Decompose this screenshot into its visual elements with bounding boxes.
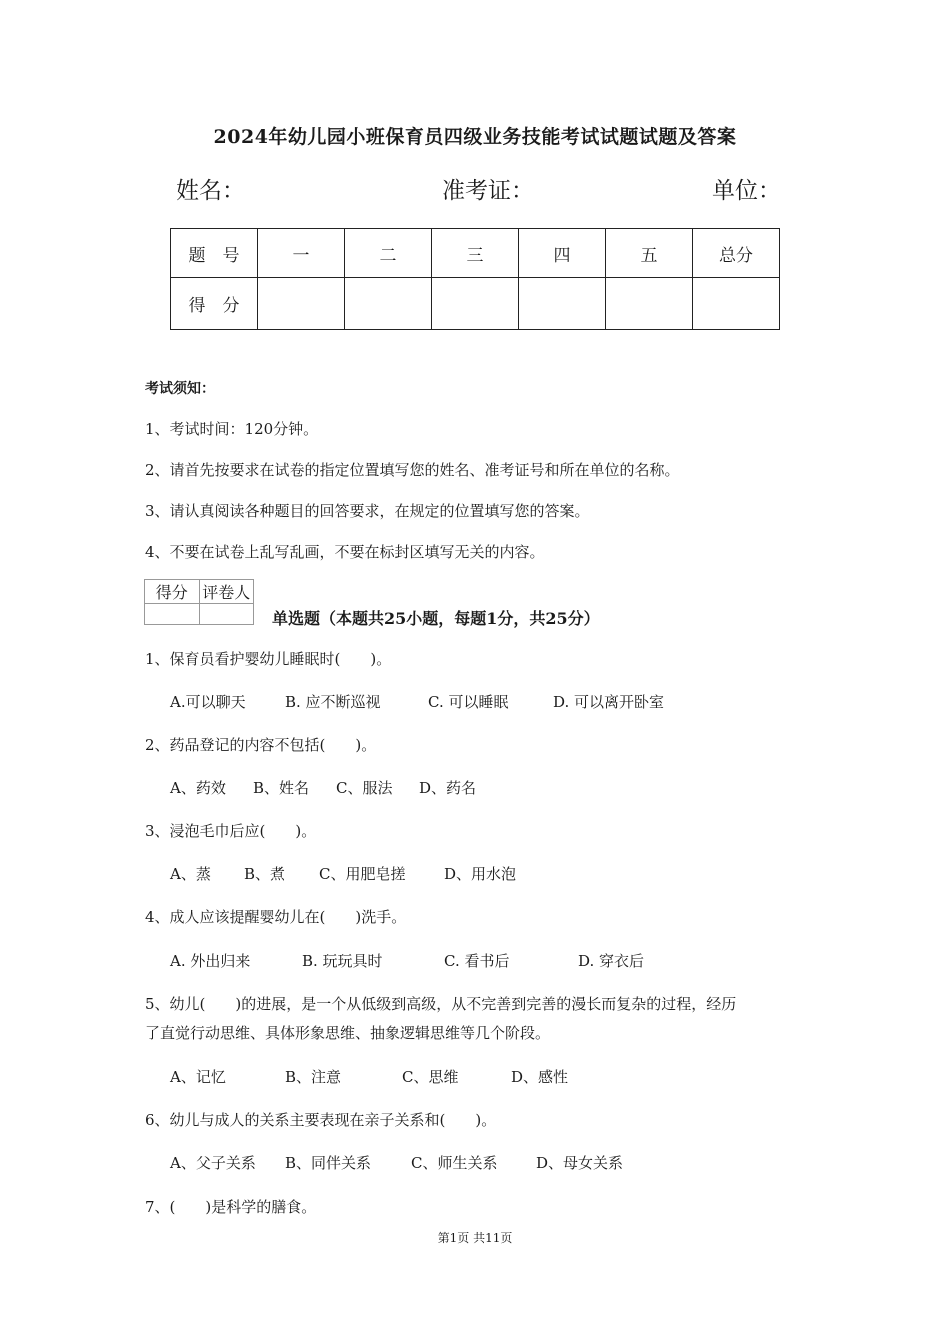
question-stem: 6、幼儿与成人的关系主要表现在亲子关系和( )。 <box>145 1111 497 1129</box>
score-table-cell: 总分 <box>693 229 780 278</box>
score-entry-cell[interactable] <box>345 278 432 330</box>
score-table-cell: 得 分 <box>171 278 258 330</box>
option-d[interactable]: D. 可以离开卧室 <box>553 693 665 711</box>
option-b[interactable]: B、注意 <box>285 1068 342 1086</box>
question-stem: 1、保育员看护婴幼儿睡眠时( )。 <box>145 650 392 668</box>
score-entry-cell[interactable] <box>519 278 606 330</box>
option-a[interactable]: A. 外出归来 <box>170 952 251 970</box>
option-c[interactable]: C、服法 <box>336 779 393 797</box>
option-d[interactable]: D、母女关系 <box>536 1154 624 1172</box>
score-table-header-row <box>171 229 780 278</box>
score-table <box>170 228 780 330</box>
name-field-label: 姓名： <box>176 178 245 204</box>
question-stem-continued: 了直觉行动思维、具体形象思维、抽象逻辑思维等几个阶段。 <box>145 1024 551 1042</box>
option-d[interactable]: D、药名 <box>419 779 477 797</box>
option-b[interactable]: B、煮 <box>244 865 286 883</box>
question-stem: 7、( )是科学的膳食。 <box>145 1198 317 1216</box>
option-c[interactable]: C、思维 <box>402 1068 459 1086</box>
notice-item: 4、不要在试卷上乱写乱画，不要在标封区填写无关的内容。 <box>145 543 545 561</box>
score-entry-cell[interactable] <box>432 278 519 330</box>
score-table-score-row <box>171 278 780 330</box>
section-title: 单选题（本题共25小题，每题1分，共25分） <box>272 609 600 628</box>
question-stem: 3、浸泡毛巾后应( )。 <box>145 822 317 840</box>
notice-item: 3、请认真阅读各种题目的回答要求，在规定的位置填写您的答案。 <box>145 502 590 520</box>
score-entry-cell[interactable] <box>606 278 693 330</box>
option-a[interactable]: A、父子关系 <box>170 1154 256 1172</box>
notice-item: 1、考试时间：120分钟。 <box>145 420 319 438</box>
grader-box <box>144 579 254 625</box>
notice-heading: 考试须知： <box>145 381 215 397</box>
exam-id-field-label: 准考证： <box>442 178 534 204</box>
option-d[interactable]: D、感性 <box>511 1068 569 1086</box>
option-b[interactable]: B、同伴关系 <box>285 1154 372 1172</box>
page-footer: 第1页 共11页 <box>437 1231 513 1245</box>
question-stem: 5、幼儿( )的进展，是一个从低级到高级，从不完善到完善的漫长而复杂的过程，经历 <box>145 995 737 1013</box>
question-stem: 2、药品登记的内容不包括( )。 <box>145 736 377 754</box>
option-b[interactable]: B. 应不断巡视 <box>285 693 381 711</box>
option-d[interactable]: D. 穿衣后 <box>578 952 645 970</box>
score-table-cell: 五 <box>606 229 693 278</box>
option-a[interactable]: A、记忆 <box>170 1068 226 1086</box>
option-b[interactable]: B. 玩玩具时 <box>302 952 383 970</box>
option-a[interactable]: A、药效 <box>170 779 226 797</box>
option-c[interactable]: C. 可以睡眠 <box>428 693 509 711</box>
grader-name-label: 评卷人 <box>199 580 254 604</box>
question-stem: 4、成人应该提醒婴幼儿在( )洗手。 <box>145 908 407 926</box>
grader-score-label: 得分 <box>145 580 200 604</box>
grader-score-entry[interactable] <box>145 604 200 625</box>
score-table-cell: 三 <box>432 229 519 278</box>
option-b[interactable]: B、姓名 <box>253 779 310 797</box>
score-table-cell: 四 <box>519 229 606 278</box>
unit-field-label: 单位： <box>712 178 781 204</box>
page-title: 2024年幼儿园小班保育员四级业务技能考试试题试题及答案 <box>213 126 737 148</box>
score-table-cell: 一 <box>258 229 345 278</box>
option-c[interactable]: C. 看书后 <box>444 952 510 970</box>
score-entry-cell[interactable] <box>693 278 780 330</box>
score-entry-cell[interactable] <box>258 278 345 330</box>
grader-name-entry[interactable] <box>199 604 254 625</box>
option-c[interactable]: C、用肥皂搓 <box>319 865 406 883</box>
option-c[interactable]: C、师生关系 <box>411 1154 498 1172</box>
notice-item: 2、请首先按要求在试卷的指定位置填写您的姓名、准考证号和所在单位的名称。 <box>145 461 680 479</box>
score-table-cell: 题 号 <box>171 229 258 278</box>
option-d[interactable]: D、用水泡 <box>444 865 517 883</box>
option-a[interactable]: A、蒸 <box>170 865 211 883</box>
score-table-cell: 二 <box>345 229 432 278</box>
option-a[interactable]: A.可以聊天 <box>170 693 246 711</box>
